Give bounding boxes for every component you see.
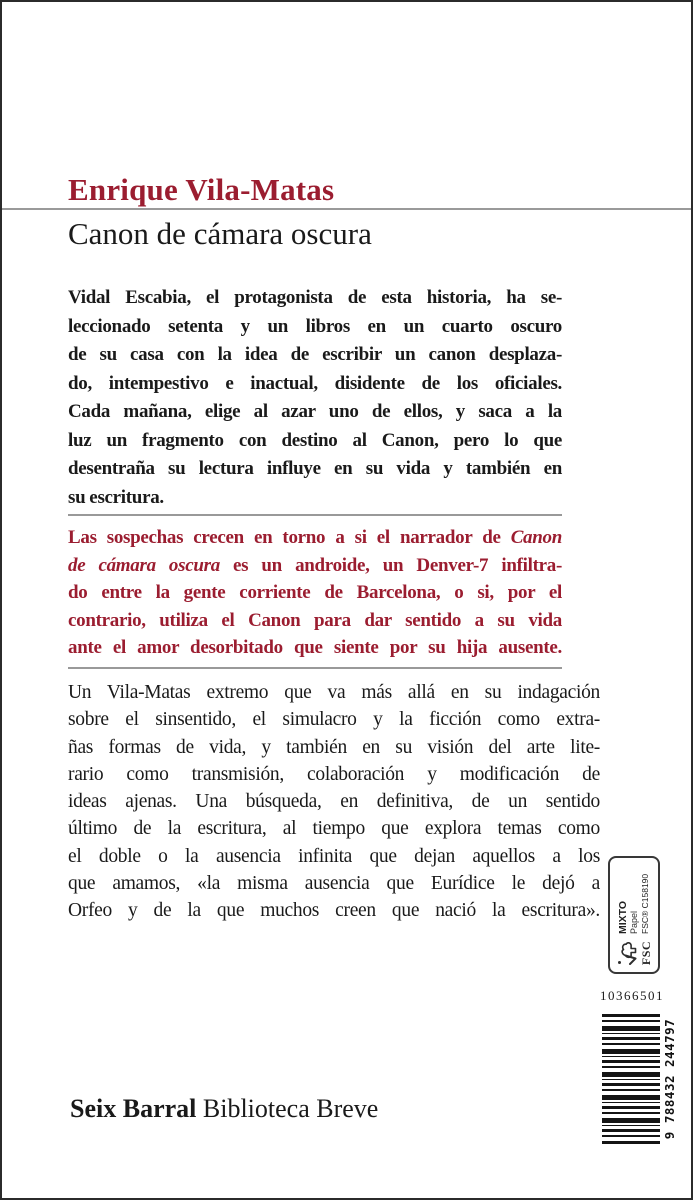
- isbn-number: 9 788432 244797: [662, 1018, 677, 1140]
- highlight-bottom-divider: [68, 667, 562, 669]
- barcode: [602, 1014, 660, 1144]
- publisher-name: Seix Barral: [70, 1094, 197, 1123]
- highlight-text: es un androide, un Denver-7 infiltra-: [219, 554, 562, 576]
- header-divider-line: [2, 208, 693, 210]
- review-line: ñas formas de vida, y también en su visión del arte lite-: [68, 736, 600, 758]
- review-line: el doble o la ausencia infinita que dejan aquellos a los: [68, 845, 600, 867]
- highlight-line: [68, 552, 562, 580]
- fsc-tree-check-icon: [616, 940, 640, 966]
- review-line: sobre el sinsentido, el simulacro y la ficción como extra-: [68, 709, 600, 731]
- fsc-type: MIXTO: [616, 900, 629, 934]
- fsc-material: Papel: [628, 910, 639, 934]
- synopsis-line: desentraña su lectura influye en su vida y también en: [68, 458, 562, 479]
- review-line: rario como transmisión, colaboración y modificación de: [68, 763, 600, 785]
- highlight-text: Las sospechas crecen en torno a si el narrador de: [68, 527, 511, 548]
- fsc-wordmark: FSC: [639, 940, 653, 966]
- synopsis-paragraph: [68, 284, 562, 512]
- fsc-certification-label: [606, 854, 662, 976]
- highlight-line: [68, 524, 562, 552]
- fsc-label-box: [608, 856, 660, 974]
- fsc-license-code: FSC® C158190: [640, 873, 651, 934]
- synopsis-line: Cada mañana, elige al azar uno de ellos, y saca a la: [68, 401, 562, 422]
- review-line: Orfeo y de la que muchos creen que nació la escritura».: [68, 900, 600, 922]
- review-line: que amamos, «la misma ausencia que Eurídice le dejó a: [68, 873, 600, 895]
- review-line: Un Vila-Matas extremo que va más allá en su indagación: [68, 682, 600, 703]
- fsc-label-text: [617, 874, 651, 934]
- publisher-collection: Biblioteca Breve: [202, 1094, 379, 1123]
- synopsis-line: de su casa con la idea de escribir un canon desplaza-: [68, 344, 562, 365]
- publisher-imprint: [70, 1094, 378, 1124]
- highlight-paragraph: [68, 524, 562, 662]
- book-title: Canon de cámara oscura: [68, 216, 372, 251]
- highlight-line: do entre la gente corriente de Barcelona, o si, por el: [68, 582, 562, 603]
- fsc-logo: [616, 940, 652, 966]
- synopsis-line: luz un fragmento con destino al Canon, pero lo que: [68, 429, 562, 451]
- highlight-title-italic: Canon: [510, 527, 562, 548]
- highlight-top-divider: [68, 514, 562, 516]
- review-line: último de la escritura, al tiempo que explora temas como: [68, 818, 600, 840]
- review-line: ideas ajenas. Una búsqueda, en definitiva, de un sentido: [68, 791, 600, 813]
- product-code: 10366501: [600, 988, 664, 1003]
- synopsis-line: do, intempestivo e inactual, disidente de los oficiales.: [68, 372, 562, 394]
- highlight-line: contrario, utiliza el Canon para dar sentido a su vida: [68, 609, 562, 631]
- author-name: Enrique Vila-Matas: [68, 172, 335, 207]
- review-paragraph: [68, 679, 600, 925]
- synopsis-line: leccionado setenta y un libros en un cuarto oscuro: [68, 315, 562, 337]
- highlight-line: ante el amor desorbitado que siente por su hija ausente.: [68, 637, 562, 658]
- synopsis-line: Vidal Escabia, el protagonista de esta historia, ha se-: [68, 287, 562, 308]
- synopsis-line: su escritura.: [68, 486, 164, 508]
- highlight-title-italic: de cámara oscura: [68, 554, 220, 576]
